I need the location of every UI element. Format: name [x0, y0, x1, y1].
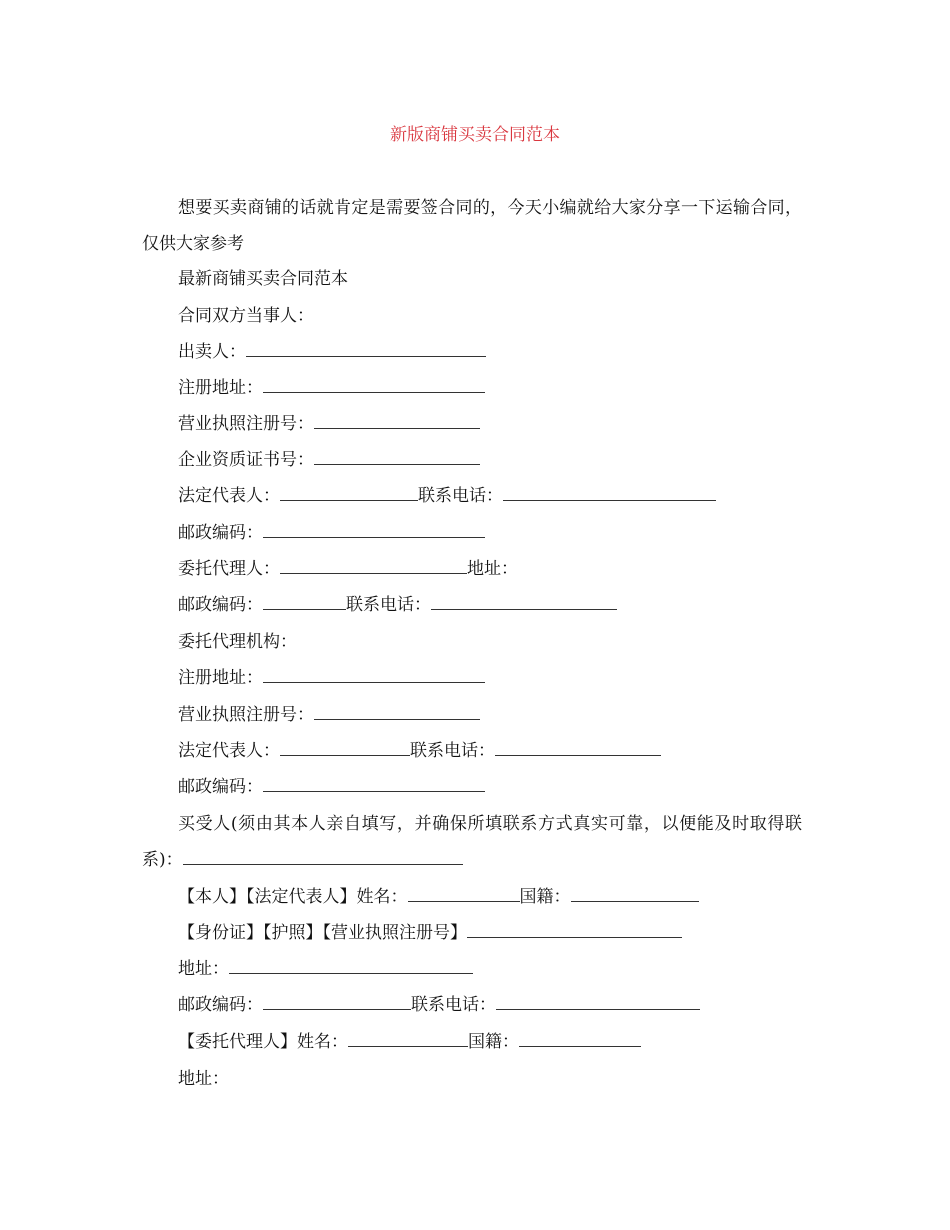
- buyer-id-label: 【身份证】【护照】【营业执照注册号】: [178, 923, 467, 943]
- buyer-phone-label: 联系电话：: [411, 995, 496, 1015]
- buyer-name-blank[interactable]: [408, 886, 520, 902]
- buyer-postcode-line: [178, 994, 700, 1016]
- agency-reg-address-label: 注册地址：: [178, 668, 263, 688]
- buyer-address-line: [178, 958, 473, 980]
- document-title: 新版商铺买卖合同范本: [390, 125, 560, 145]
- seller-legal-rep-line: [178, 485, 716, 507]
- agency-postcode-label: 邮政编码：: [178, 777, 263, 797]
- parties-heading: 合同双方当事人：: [178, 306, 314, 326]
- buyer-postcode-blank[interactable]: [263, 994, 411, 1010]
- buyer-phone-blank[interactable]: [496, 994, 700, 1010]
- intro-paragraph: 想要买卖商铺的话就肯定是需要签合同的，今天小编就给大家分享一下运输合同，仅供大家参考: [142, 198, 802, 254]
- buyer-agent-nationality-label: 国籍：: [468, 1032, 519, 1052]
- seller-label: 出卖人：: [178, 342, 246, 362]
- agency-reg-address-line: [178, 667, 485, 689]
- seller-postcode2-line: [178, 594, 617, 616]
- agency-heading: 委托代理机构：: [178, 632, 297, 652]
- seller-license-blank[interactable]: [314, 413, 480, 429]
- agency-license-blank[interactable]: [314, 704, 480, 720]
- seller-postcode-blank[interactable]: [263, 522, 485, 538]
- seller-postcode-label: 邮政编码：: [178, 523, 263, 543]
- agency-license-label: 营业执照注册号：: [178, 705, 314, 725]
- seller-reg-address-blank[interactable]: [263, 377, 485, 393]
- seller-legal-rep-blank[interactable]: [280, 485, 418, 501]
- buyer-agent-nationality-blank[interactable]: [519, 1031, 641, 1047]
- seller-cert-blank[interactable]: [314, 449, 480, 465]
- buyer-agent-line: [178, 1031, 641, 1053]
- seller-postcode-line: [178, 522, 485, 544]
- buyer-name-line: [178, 886, 699, 908]
- agency-legal-rep-line: [178, 740, 661, 762]
- buyer-address-blank[interactable]: [229, 958, 473, 974]
- buyer-paragraph: [142, 806, 802, 878]
- buyer-blank[interactable]: [183, 849, 463, 865]
- agency-postcode-blank[interactable]: [263, 776, 485, 792]
- buyer-agent-blank[interactable]: [348, 1031, 468, 1047]
- buyer-id-line: [178, 922, 682, 944]
- seller-reg-address-label: 注册地址：: [178, 378, 263, 398]
- agency-phone-label: 联系电话：: [410, 741, 495, 761]
- buyer-postcode-label: 邮政编码：: [178, 995, 263, 1015]
- agency-legal-rep-blank[interactable]: [280, 740, 410, 756]
- seller-agent-label: 委托代理人：: [178, 559, 280, 579]
- seller-agent-line: [178, 558, 518, 580]
- buyer-name-label: 【本人】【法定代表人】姓名：: [178, 887, 408, 907]
- buyer-nationality-blank[interactable]: [571, 886, 699, 902]
- buyer-address-label: 地址：: [178, 959, 229, 979]
- seller-phone-label: 联系电话：: [418, 486, 503, 506]
- buyer-agent-label: 【委托代理人】姓名：: [178, 1032, 348, 1052]
- seller-phone-blank[interactable]: [503, 485, 716, 501]
- buyer-nationality-label: 国籍：: [519, 887, 571, 907]
- seller-license-label: 营业执照注册号：: [178, 414, 314, 434]
- buyer-label: 买受人(须由其本人亲自填写，并确保所填联系方式真实可靠，以便能及时取得联系)：: [142, 814, 802, 870]
- seller-legal-rep-label: 法定代表人：: [178, 486, 280, 506]
- seller-phone2-blank[interactable]: [431, 594, 617, 610]
- buyer-id-blank[interactable]: [467, 922, 682, 938]
- seller-postcode2-blank[interactable]: [263, 594, 346, 610]
- seller-address-label: 地址：: [467, 559, 518, 579]
- seller-agent-blank[interactable]: [280, 558, 467, 574]
- buyer-agent-address-line: 地址：: [178, 1069, 229, 1089]
- seller-phone2-label: 联系电话：: [346, 595, 431, 615]
- seller-reg-address-line: [178, 377, 485, 399]
- agency-legal-rep-label: 法定代表人：: [178, 741, 280, 761]
- agency-phone-blank[interactable]: [495, 740, 661, 756]
- seller-license-line: [178, 413, 480, 435]
- agency-reg-address-blank[interactable]: [263, 667, 485, 683]
- seller-cert-line: [178, 449, 480, 471]
- agency-postcode-line: [178, 776, 485, 798]
- seller-line: [178, 341, 486, 363]
- seller-blank[interactable]: [246, 341, 486, 357]
- seller-cert-label: 企业资质证书号：: [178, 450, 314, 470]
- seller-postcode2-label: 邮政编码：: [178, 595, 263, 615]
- subtitle: 最新商铺买卖合同范本: [178, 269, 348, 289]
- agency-license-line: [178, 704, 480, 726]
